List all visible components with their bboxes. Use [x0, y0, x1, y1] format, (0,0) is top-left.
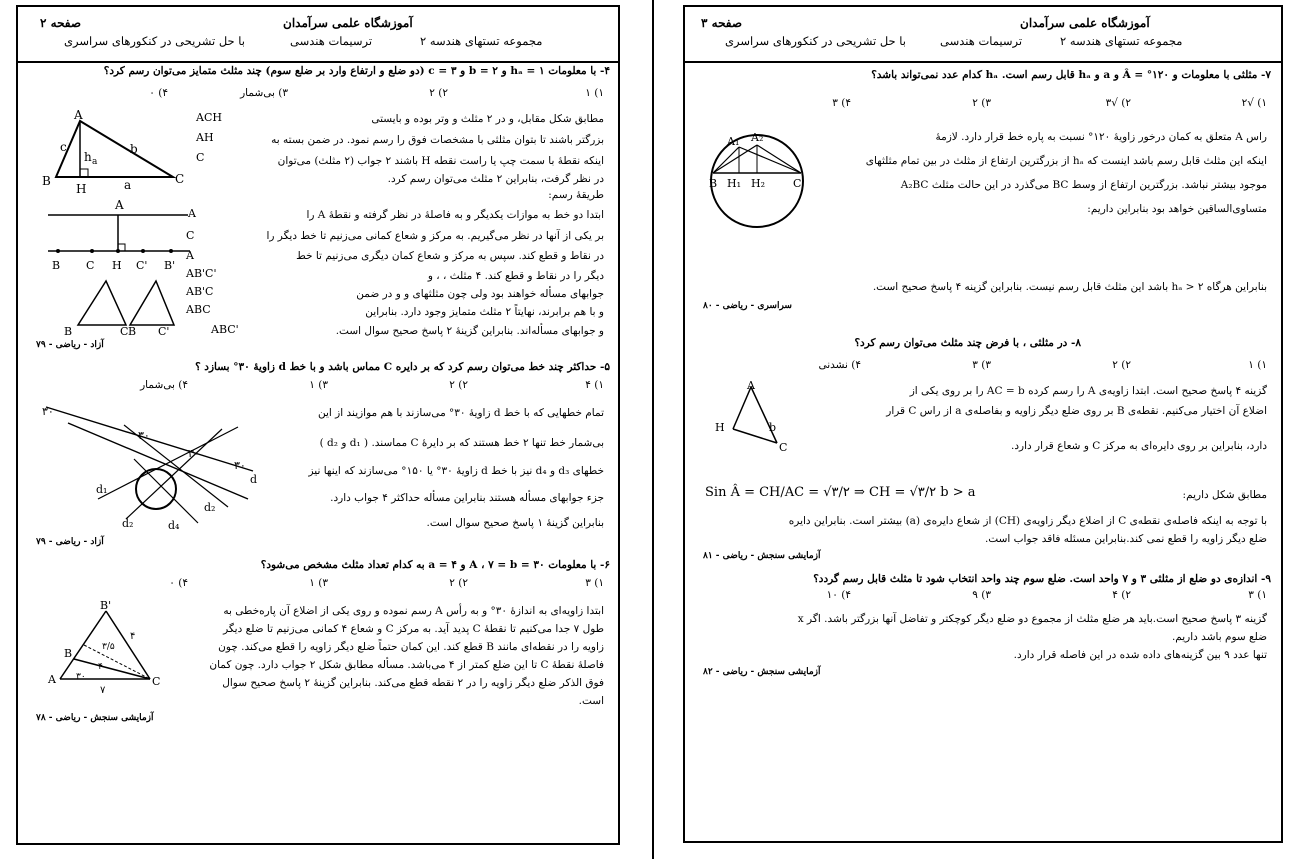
q6-option-2: ۲) ۲: [449, 577, 468, 589]
svg-text:B: B: [128, 325, 137, 338]
q5-line-1: تمام خطهایی که با خط d زاویهٔ ۳۰° می‌سازند با هم موازیند از این: [318, 407, 604, 419]
q8-line-1: گزینه ۴ پاسخ صحیح است. ابتدا زاویه‌ی A را رسم کرده AC = b را بر روی یکی از: [909, 385, 1267, 397]
q4-label-a2: A: [186, 249, 194, 262]
q7-line-1: راس A متعلق به کمان درخور زاویهٔ ۱۲۰° نسبت به پاره خط قرار دارد. لازمهٔ: [935, 131, 1267, 143]
svg-text:B: B: [64, 647, 73, 660]
q5-figure-tangent-lines: [38, 399, 258, 534]
collection-title: مجموعه تستهای هندسه ۲: [1060, 34, 1183, 48]
q9-option-3: ۳) ۹: [972, 589, 991, 601]
svg-text:۳۰: ۳۰: [188, 447, 200, 460]
svg-text:۳/۵: ۳/۵: [102, 642, 115, 652]
svg-text:B: B: [52, 259, 61, 272]
svg-text:B: B: [42, 174, 51, 188]
q8-line-6: ضلع دیگر زاویه را قطع نمی کند.بنابراین مسئله فاقد جواب است.: [984, 533, 1267, 545]
q8-line-4: مطابق شکل داریم:: [1182, 489, 1267, 501]
q4-line-12: و جوابهای مسأله‌اند. بنابراین گزینهٔ ۲ پاسخ صحیح سوال است.: [335, 325, 604, 337]
q7-line-2: اینکه این مثلث قابل رسم باشد اینست که hₐ از بزرگترین ارتفاع از مثلث در بین تمام مثلثهای: [865, 155, 1267, 167]
q4-label-ach: ACH: [196, 111, 222, 124]
svg-text:d: d: [250, 473, 258, 486]
svg-text:۴: ۴: [130, 631, 136, 642]
svg-text:۴: ۴: [98, 662, 103, 672]
q6-option-1: ۱) ۳: [585, 577, 604, 589]
subject-title: ترسیمات هندسی: [940, 34, 1023, 48]
right-page-frame: [683, 5, 1283, 843]
q4-label-abcp: ABC': [211, 323, 239, 336]
description: با حل تشریحی در کنکورهای سراسری: [64, 34, 246, 48]
subject-title: ترسیمات هندسی: [290, 34, 373, 48]
q4-line-2: بزرگتر باشند تا بتوان مثلثی با مشخصات فوق را رسم نمود. در ضمن بسته به: [271, 134, 604, 146]
q8-line-2: اضلاع آن اختیار می‌کنیم. نقطه‌ی B بر روی ضلع دیگر زاویه و بفاصله‌ی a از راس C قرار: [886, 405, 1267, 417]
svg-text:a: a: [124, 178, 132, 192]
svg-text:C: C: [86, 259, 95, 272]
svg-text:C: C: [779, 441, 788, 454]
svg-text:C': C': [158, 325, 170, 338]
svg-text:c: c: [60, 140, 67, 154]
q8-question: ۸- در مثلثی ، با فرض چند مثلث می‌توان رسم کرد؟: [854, 337, 1081, 349]
svg-text:A: A: [115, 198, 124, 212]
q9-option-1: ۱) ۳: [1248, 589, 1267, 601]
svg-text:۷: ۷: [100, 685, 106, 696]
svg-text:C': C': [136, 259, 148, 272]
q5-option-1: ۱) ۴: [585, 379, 604, 391]
q7-question: ۷- مثلثی با معلومات و ۱۲۰° = Â و a و hₐ قابل رسم است. hₐ کدام عدد نمی‌تواند باشد؟: [871, 69, 1271, 81]
svg-text:C: C: [175, 172, 185, 186]
q4-line-8: در نقاط و قطع کند. سپس به مرکز و شعاع کمان دیگری می‌زنیم تا خط: [296, 250, 604, 262]
q8-option-2: ۲) ۲: [1112, 359, 1131, 371]
left-page-frame: [16, 5, 620, 845]
page-divider: [652, 0, 654, 859]
page-number: صفحه ۲: [40, 16, 82, 30]
svg-text:A: A: [74, 109, 83, 122]
q7-line-5: بنابراین هرگاه ۲ < hₐ باشد این مثلث قابل رسم نیست. بنابراین گزینه ۴ پاسخ صحیح است.: [872, 281, 1267, 293]
q5-line-2: بی‌شمار خط تنها ۲ خط هستند که بر دایرهٔ C مماسند. ( d₁ و d₂ ): [319, 437, 604, 449]
q5-question: ۵- حداکثر چند خط می‌توان رسم کرد که بر دایره C مماس باشد و با خط d زاویهٔ ۳۰° بسازد ؟: [195, 361, 610, 373]
q7-option-2: ۲) √۳: [1105, 97, 1131, 109]
svg-text:B: B: [64, 325, 73, 338]
svg-text:A: A: [747, 381, 755, 392]
svg-text:a: a: [92, 157, 98, 167]
svg-text:h: h: [84, 150, 92, 164]
q4-figure-triangle: [38, 109, 198, 199]
svg-text:d₄: d₄: [168, 519, 180, 532]
svg-text:b: b: [769, 421, 777, 434]
institute-name: آموزشگاه علمی سرآمدان: [283, 16, 413, 30]
q7-line-3: موجود بیشتر نباشد. بزرگترین ارتفاع از وسط BC می‌گذرد در این حالت مثلث A₂BC: [900, 179, 1267, 191]
q4-question: ۴- با معلومات ۱ = hₐ و ۲ = b و ۳ = c (دو ضلع و ارتفاع وارد بر ضلع سوم) چند مثلث متمایز می‌توان رسم کرد؟: [103, 65, 610, 77]
q6-line-3: زاویه را در نقطه‌ای مانند B قطع کند. این کمان حتماً ضلع دیگر زاویه را قطع می‌کند. چون: [218, 641, 604, 653]
description: با حل تشریحی در کنکورهای سراسری: [725, 34, 907, 48]
q4-line-4: در نظر گرفت، بنابراین ۲ مثلث می‌توان رسم کرد.: [387, 173, 604, 185]
q9-line-3: تنها عدد ۹ بین گزینه‌های داده شده در این فاصله قرار دارد.: [1013, 649, 1267, 661]
svg-text:H: H: [715, 421, 725, 434]
q9-source: آزمایشی سنجش - ریاضی - ۸۲: [703, 667, 821, 677]
q8-formula: Sin Â = CH/AC = √۳/۲ ⇒ CH = √۳/۲ b > a: [705, 485, 976, 500]
q6-line-2: طول ۷ جدا می‌کنیم تا نقطهٔ C پدید آید. به مرکز C و شعاع ۴ کمانی می‌زنیم تا ضلع دیگر: [223, 623, 604, 635]
svg-text:C: C: [152, 675, 161, 688]
q4-line-10: جوابهای مسأله خواهند بود ولی چون مثلثهای و و در ضمن: [356, 288, 604, 300]
svg-text:H₂: H₂: [751, 177, 766, 190]
svg-text:d₁: d₁: [96, 483, 108, 496]
q8-line-5: با توجه به اینکه فاصله‌ی نقطه‌ی C از اضلاع دیگر زاویه‌ی (CH) از شعاع دایره‌ی (a) بیشتر است. بنابراین دایره: [788, 515, 1267, 527]
institute-name: آموزشگاه علمی سرآمدان: [1020, 16, 1150, 30]
q4-label-c2: C: [186, 229, 195, 242]
q6-line-1: ابتدا زاویه‌ای به اندازهٔ ۳۰° و به رأس A رسم نموده و روی یکی از اضلاع آن پاره‌خطی به: [223, 605, 604, 617]
svg-text:d₂: d₂: [204, 501, 216, 514]
q9-line-2: ضلع سوم باشد داریم.: [1171, 631, 1267, 643]
q6-option-3: ۳) ۱: [309, 577, 328, 589]
collection-title: مجموعه تستهای هندسه ۲: [420, 34, 543, 48]
svg-text:H₁: H₁: [727, 177, 742, 190]
svg-text:۳۰: ۳۰: [42, 405, 54, 418]
q5-line-4: جزء جوابهای مسأله هستند بنابراین مسأله حداکثر ۴ جواب دارد.: [330, 492, 604, 504]
svg-text:A: A: [48, 673, 56, 686]
q5-option-2: ۲) ۲: [449, 379, 468, 391]
q4-label-abpcp: AB'C': [186, 267, 217, 280]
q7-option-3: ۳) ۲: [972, 97, 991, 109]
svg-text:A₂: A₂: [751, 131, 764, 144]
svg-text:B': B': [100, 599, 112, 612]
svg-text:b: b: [130, 142, 138, 156]
page-number: صفحه ۳: [701, 16, 743, 30]
q9-line-1: گزینه ۳ پاسخ صحیح است.باید هر ضلع مثلث از مجموع دو ضلع دیگر کوچکتر و تفاضل آنها بزرگتر باشد. اگر x: [797, 613, 1267, 625]
q8-option-3: ۳) ۳: [972, 359, 991, 371]
q8-source: آزمایشی سنجش - ریاضی - ۸۱: [703, 551, 821, 561]
svg-text:H: H: [112, 259, 122, 272]
left-page: [0, 0, 652, 859]
q6-line-5: فوق الذکر ضلع دیگر زاویه را در ۲ نقطه قطع می‌کند. بنابراین گزینهٔ ۲ پاسخ صحیح سوال: [222, 677, 604, 689]
q4-label-ah: AH: [196, 131, 214, 144]
q7-line-4: متساوی‌الساقین خواهد بود بنابراین داریم:: [1087, 203, 1267, 215]
q6-line-6: است.: [578, 695, 604, 707]
q5-line-5: بنابراین گزینهٔ ۱ پاسخ صحیح سوال است.: [426, 517, 604, 529]
svg-text:H: H: [76, 182, 87, 196]
svg-text:C: C: [120, 325, 129, 338]
q6-figure-triangles: [46, 599, 166, 699]
q6-source: آزمایشی سنجش - ریاضی - ۷۸: [36, 713, 154, 723]
left-page-header: [18, 7, 618, 63]
q4-option-4: ۴) ۰: [149, 87, 168, 99]
q8-option-4: ۴) نشدنی: [818, 359, 861, 371]
q4-label-abc1: ABC: [186, 303, 211, 316]
q4-line-11: و با هم برابرند، نهایتاً ۲ مثلث متمایز وجود دارد. بنابراین: [365, 306, 604, 318]
svg-text:A₁: A₁: [727, 135, 740, 148]
q4-line-7: بر یکی از آنها در نظر می‌گیریم. به مرکز و شعاع کمانی می‌زنیم تا خط دیگر را: [266, 230, 604, 242]
q4-figure-construction: [38, 195, 198, 345]
q8-option-1: ۱) ۱: [1248, 359, 1267, 371]
q4-line-1: مطابق شکل مقابل، و در ۲ مثلث و وتر بوده و بایستی: [371, 113, 604, 125]
svg-text:B: B: [709, 177, 718, 190]
q4-line-9: دیگر را در نقاط و قطع کند. ۴ مثلث ، ، و: [427, 270, 604, 282]
q4-line-3: اینکه نقطهٔ با سمت چپ یا راست نقطه H باشند ۲ جواب (۲ مثلث) می‌توان: [277, 155, 604, 167]
q8-line-3: دارد، بنابراین بر روی دایره‌ای به مرکز C و شعاع قرار دارد.: [1011, 440, 1267, 452]
q5-option-3: ۳) ۱: [309, 379, 328, 391]
q4-line-6: ابتدا دو خط به موازات یکدیگر و به فاصلهٔ در نظر گرفته و نقطهٔ A را: [306, 209, 604, 221]
q6-line-4: فاصلهٔ نقطهٔ C تا این ضلع کمتر از ۴ می‌باشد. مسأله مطابق شکل ۲ جواب دارد. چون کمان: [209, 659, 604, 671]
svg-text:B': B': [164, 259, 176, 272]
q4-label-c: C: [196, 151, 205, 164]
svg-text:d₂: d₂: [122, 517, 134, 530]
q9-option-4: ۴) ۱۰: [826, 589, 851, 601]
q6-option-4: ۴) ۰: [169, 577, 188, 589]
q4-option-3: ۳) بی‌شمار: [240, 87, 288, 99]
q4-source: آزاد - ریاضی - ۷۹: [36, 340, 104, 350]
svg-text:۳۰: ۳۰: [76, 672, 86, 682]
q4-label-abpc: AB'C: [186, 285, 214, 298]
q4-option-2: ۲) ۲: [429, 87, 448, 99]
q7-source: سراسری - ریاضی - ۸۰: [703, 301, 792, 311]
q9-option-2: ۲) ۴: [1112, 589, 1131, 601]
svg-text:۳۰: ۳۰: [138, 429, 150, 442]
q7-figure-circle: [705, 125, 815, 235]
q4-line-5: طریقهٔ رسم:: [548, 189, 604, 201]
q7-option-4: ۴) ۳: [832, 97, 851, 109]
q5-source: آزاد - ریاضی - ۷۹: [36, 537, 104, 547]
q5-line-3: خطهای d₃ و d₄ نیز با خط d زاویهٔ ۳۰° یا ۱۵۰° می‌سازند که اینها نیز: [308, 465, 604, 477]
q9-question: ۹- اندازه‌ی دو ضلع از مثلثی ۳ و ۷ واحد است. ضلع سوم چند واحد انتخاب شود تا مثلث قابل رسم گردد؟: [813, 573, 1271, 585]
q6-question: ۶- با معلومات ۳۰ = A ، ۷ = b و ۴ = a به کدام تعداد مثلث مشخص می‌شود؟: [260, 559, 610, 571]
q7-option-1: ۱) √۲: [1241, 97, 1267, 109]
q4-label-a1: A: [188, 207, 196, 220]
q8-figure-triangle: [711, 381, 791, 457]
right-page: [656, 0, 1311, 859]
right-page-header: [685, 7, 1281, 63]
q5-option-4: ۴) بی‌شمار: [140, 379, 188, 391]
svg-text:۳۰: ۳۰: [234, 459, 246, 472]
q4-option-1: ۱) ۱: [585, 87, 604, 99]
svg-text:C: C: [793, 177, 802, 190]
